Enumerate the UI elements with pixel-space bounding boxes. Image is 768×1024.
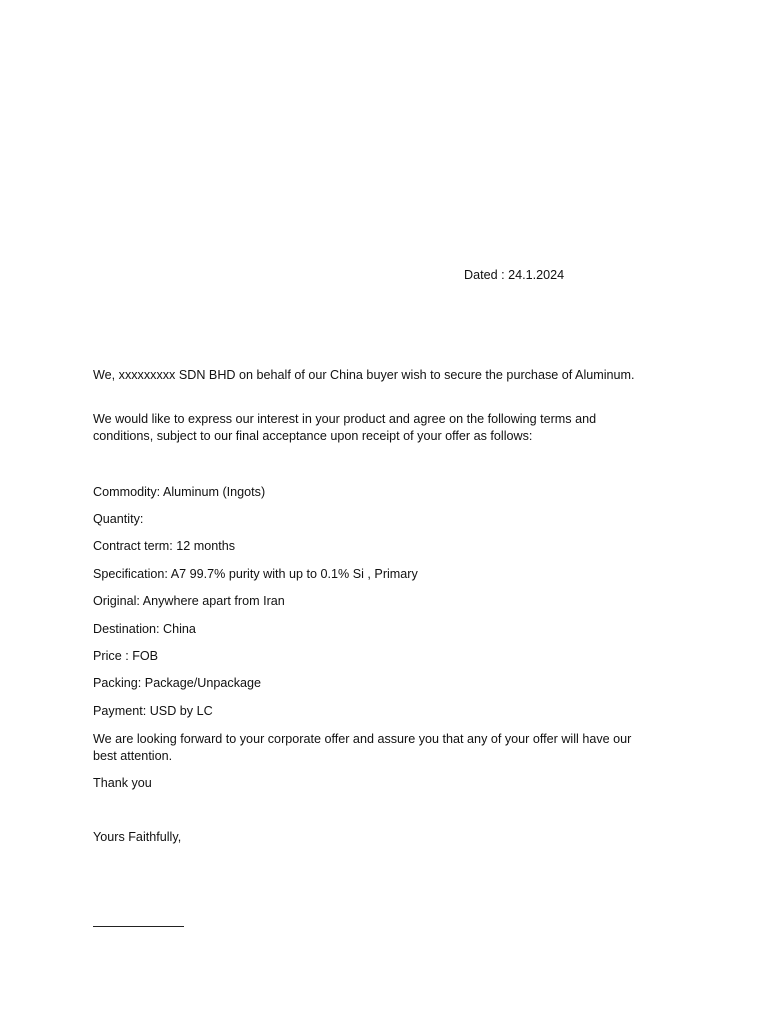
signoff: Yours Faithfully, <box>93 830 182 844</box>
letter-date: Dated : 24.1.2024 <box>464 268 565 282</box>
term-packing: Packing: Package/Unpackage <box>93 676 262 690</box>
term-contract: Contract term: 12 months <box>93 539 236 553</box>
term-original: Original: Anywhere apart from Iran <box>93 594 285 608</box>
term-price: Price : FOB <box>93 649 159 663</box>
term-specification: Specification: A7 99.7% purity with up to 0.1% Si , Primary <box>93 567 418 581</box>
closing-paragraph: We are looking forward to your corporate offer and assure you that any of your offer will have our best attention. <box>93 732 632 763</box>
intro-paragraph: We, xxxxxxxxx SDN BHD on behalf of our China buyer wish to secure the purchase of Aluminum. <box>93 368 635 382</box>
term-destination: Destination: China <box>93 622 196 636</box>
term-commodity: Commodity: Aluminum (Ingots) <box>93 485 266 499</box>
thank-you: Thank you <box>93 776 152 790</box>
term-payment: Payment: USD by LC <box>93 704 213 718</box>
interest-paragraph: We would like to express our interest in your product and agree on the following terms and conditions, subject to our final acceptance upon receipt of your offer as follows: <box>93 412 597 443</box>
signature-line <box>93 926 184 927</box>
term-quantity: Quantity: <box>93 512 144 526</box>
